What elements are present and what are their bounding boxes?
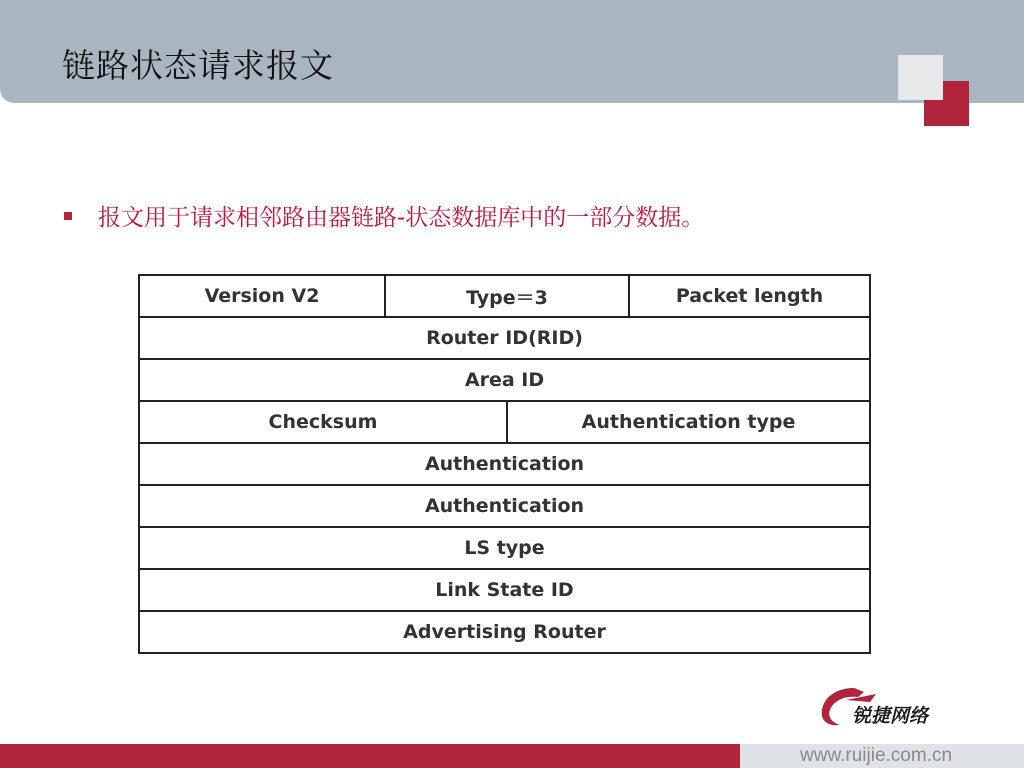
table-row <box>140 526 869 568</box>
table-row <box>140 442 869 484</box>
footer-url: www.ruijie.com.cn <box>800 745 953 766</box>
title-bar <box>0 0 1024 103</box>
bullet-marker-icon <box>64 212 72 220</box>
field-advertising-router: Advertising Router <box>403 621 606 643</box>
slide-title: 链路状态请求报文 <box>62 46 334 85</box>
table-row <box>140 568 869 610</box>
field-type: Type＝3 <box>384 276 628 316</box>
packet-format-table <box>138 274 871 654</box>
table-row <box>140 484 869 526</box>
table-row <box>140 358 869 400</box>
field-packet-length: Packet length <box>628 276 869 316</box>
field-checksum: Checksum <box>268 411 378 433</box>
footer-red-band <box>0 744 740 768</box>
field-authentication-2: Authentication <box>424 495 585 517</box>
table-row <box>140 610 869 652</box>
bullet-item <box>64 199 704 232</box>
table-row <box>140 400 869 442</box>
field-ls-type: LS type <box>464 537 545 559</box>
table-row <box>140 316 869 358</box>
ruijie-logo <box>818 680 968 730</box>
field-router-id: Router ID(RID) <box>426 327 583 349</box>
table-row <box>140 276 869 316</box>
field-authentication-1: Authentication <box>424 453 585 475</box>
field-auth-type: Authentication type <box>506 402 869 442</box>
bullet-text: 报文用于请求相邻路由器链路-状态数据库中的一部分数据。 <box>98 205 705 231</box>
field-area-id: Area ID <box>464 369 545 391</box>
field-version: Version V2 <box>204 285 320 307</box>
decor-grey-square <box>898 55 943 100</box>
logo-text: 锐捷网络 <box>852 705 929 727</box>
field-link-state-id: Link State ID <box>435 579 574 601</box>
